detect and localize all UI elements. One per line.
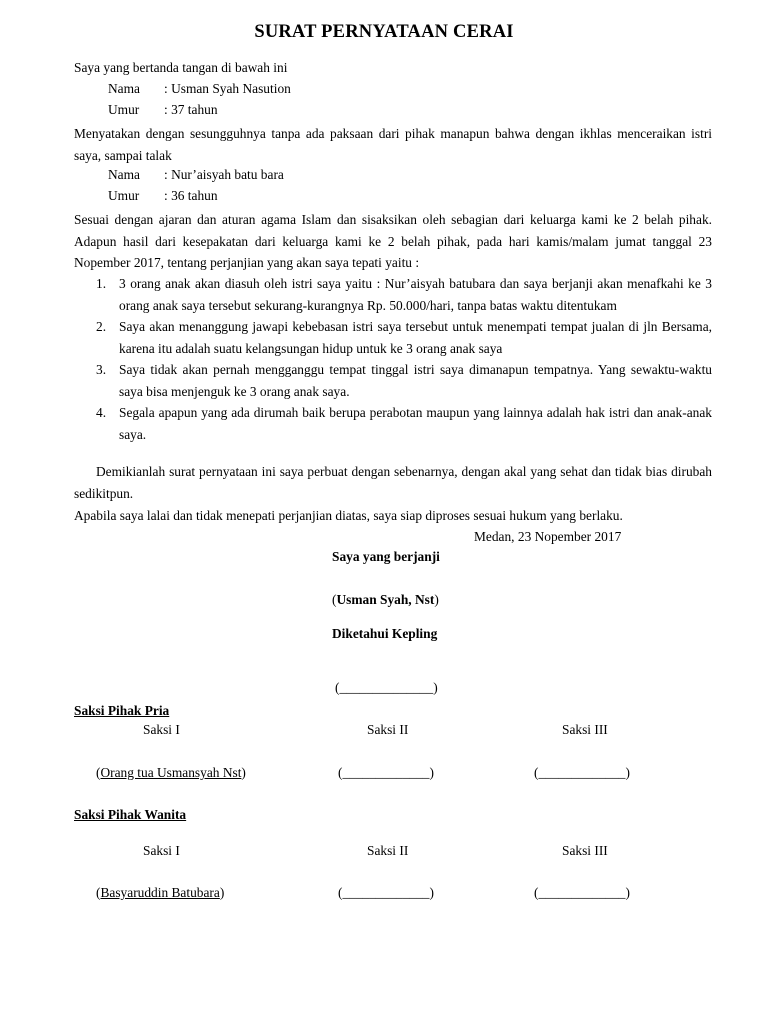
witness-female-heading: Saksi Pihak Wanita	[74, 807, 187, 822]
party2-name-value: : Nur’aisyah batu bara	[164, 167, 284, 182]
witness-female-sig-1-name: Basyaruddin Batubara	[100, 885, 220, 900]
witness-female-col-3: Saksi III	[562, 843, 608, 858]
witness-male-sig-3: (_____________)	[534, 765, 630, 780]
signer-paren-close: )	[434, 592, 439, 607]
place-date: Medan, 23 Nopember 2017	[474, 529, 622, 544]
kepling-signature-blank: (______________)	[335, 680, 438, 695]
list-item-number: 1.	[96, 276, 107, 291]
witness-male-sig-1	[96, 764, 246, 782]
paren-open: (	[96, 765, 101, 780]
party1-name-label: Nama	[108, 81, 140, 96]
document-title: SURAT PERNYATAAN CERAI	[254, 22, 514, 42]
signer-label: Saya yang berjanji	[332, 549, 440, 564]
witness-male-sig-1-name: Orang tua Usmansyah Nst	[100, 765, 242, 780]
paren-open: (	[96, 885, 101, 900]
witness-male-sig-2: (_____________)	[338, 765, 434, 780]
witness-female-col-2: Saksi II	[367, 843, 409, 858]
party2-age-label: Umur	[108, 188, 140, 203]
paren-close: )	[219, 885, 225, 900]
witness-male-col-1: Saksi I	[143, 722, 180, 737]
witness-female-sig-3: (_____________)	[534, 885, 630, 900]
signer-name: Usman Syah, Nst	[336, 592, 435, 607]
witness-female-col-1: Saksi I	[143, 843, 180, 858]
list-item-number: 4.	[96, 405, 107, 420]
party2-name-row	[108, 166, 284, 184]
declaration-paragraph: Menyatakan dengan sesungguhnya tanpa ada paksaan dari pihak manapun bahwa dengan ikhlas menceraikan istri saya, sampai talak	[74, 126, 712, 163]
party1-age-value: : 37 tahun	[164, 102, 218, 117]
party2-age-row	[108, 187, 218, 205]
intro-text: Saya yang bertanda tangan di bawah ini	[74, 60, 288, 75]
party1-name-value: : Usman Syah Nasution	[164, 81, 291, 96]
witness-female-sig-2: (_____________)	[338, 885, 434, 900]
signer-signature	[332, 591, 439, 609]
agreement-points-list	[74, 273, 712, 445]
closing-paragraph: Demikianlah surat pernyataan ini saya perbuat dengan sebenarnya, dengan akal yang sehat dan tidak bias dirubah sedikitpun.	[74, 464, 712, 501]
list-item-number: 2.	[96, 319, 107, 334]
signer-paren-open: (	[332, 592, 337, 607]
party2-age-value: : 36 tahun	[164, 188, 218, 203]
list-item	[74, 273, 712, 316]
paren-close: )	[241, 765, 246, 780]
party1-age-label: Umur	[108, 102, 140, 117]
party2-name-label: Nama	[108, 167, 140, 182]
list-item	[74, 402, 712, 445]
party1-name-row	[108, 80, 291, 98]
list-item-text: Saya tidak akan pernah mengganggu tempat tinggal istri saya dimanapun tempatnya. Yang sewaktu-waktu saya bisa menjenguk ke 3 orang anak saya.	[119, 362, 712, 399]
closing-statement: Apabila saya lalai dan tidak menepati perjanjian diatas, saya siap diproses sesuai hukum yang berlaku.	[74, 508, 623, 523]
witness-male-heading: Saksi Pihak Pria	[74, 703, 170, 718]
agreement-paragraph: Sesuai dengan ajaran dan aturan agama Islam dan sisaksikan oleh sebagian dari keluarga kami ke 2 belah pihak. Adapun hasil dari kesepakatan dari keluarga kami ke 2 belah pihak, pada hari kamis/malam jumat tanggal 23 Nopember 2017, tentang perjanjian yang akan saya tepati yaitu :	[74, 212, 712, 270]
witness-female-sig-1	[96, 884, 224, 902]
list-item-text: Segala apapun yang ada dirumah baik berupa perabotan maupun yang lainnya adalah hak istri dan anak-anak saya.	[119, 405, 712, 442]
list-item	[74, 359, 712, 402]
list-item-number: 3.	[96, 362, 107, 377]
witness-male-col-3: Saksi III	[562, 722, 608, 737]
witness-male-col-2: Saksi II	[367, 722, 409, 737]
list-item	[74, 316, 712, 359]
kepling-label: Diketahui Kepling	[332, 626, 438, 641]
list-item-text: 3 orang anak akan diasuh oleh istri saya yaitu : Nur’aisyah batubara dan saya berjanji akan menafkahi ke 3 orang anak saya tersebut sekurang-kurangnya Rp. 50.000/hari, tanpa batas waktu ditentukam	[119, 276, 712, 313]
party1-age-row	[108, 101, 218, 119]
list-item-text: Saya akan menanggung jawapi kebebasan istri saya tersebut untuk menempati tempat jualan di jln Bersama, karena itu adalah suatu kelangsungan hidup untuk ke 3 orang anak saya	[119, 319, 712, 356]
